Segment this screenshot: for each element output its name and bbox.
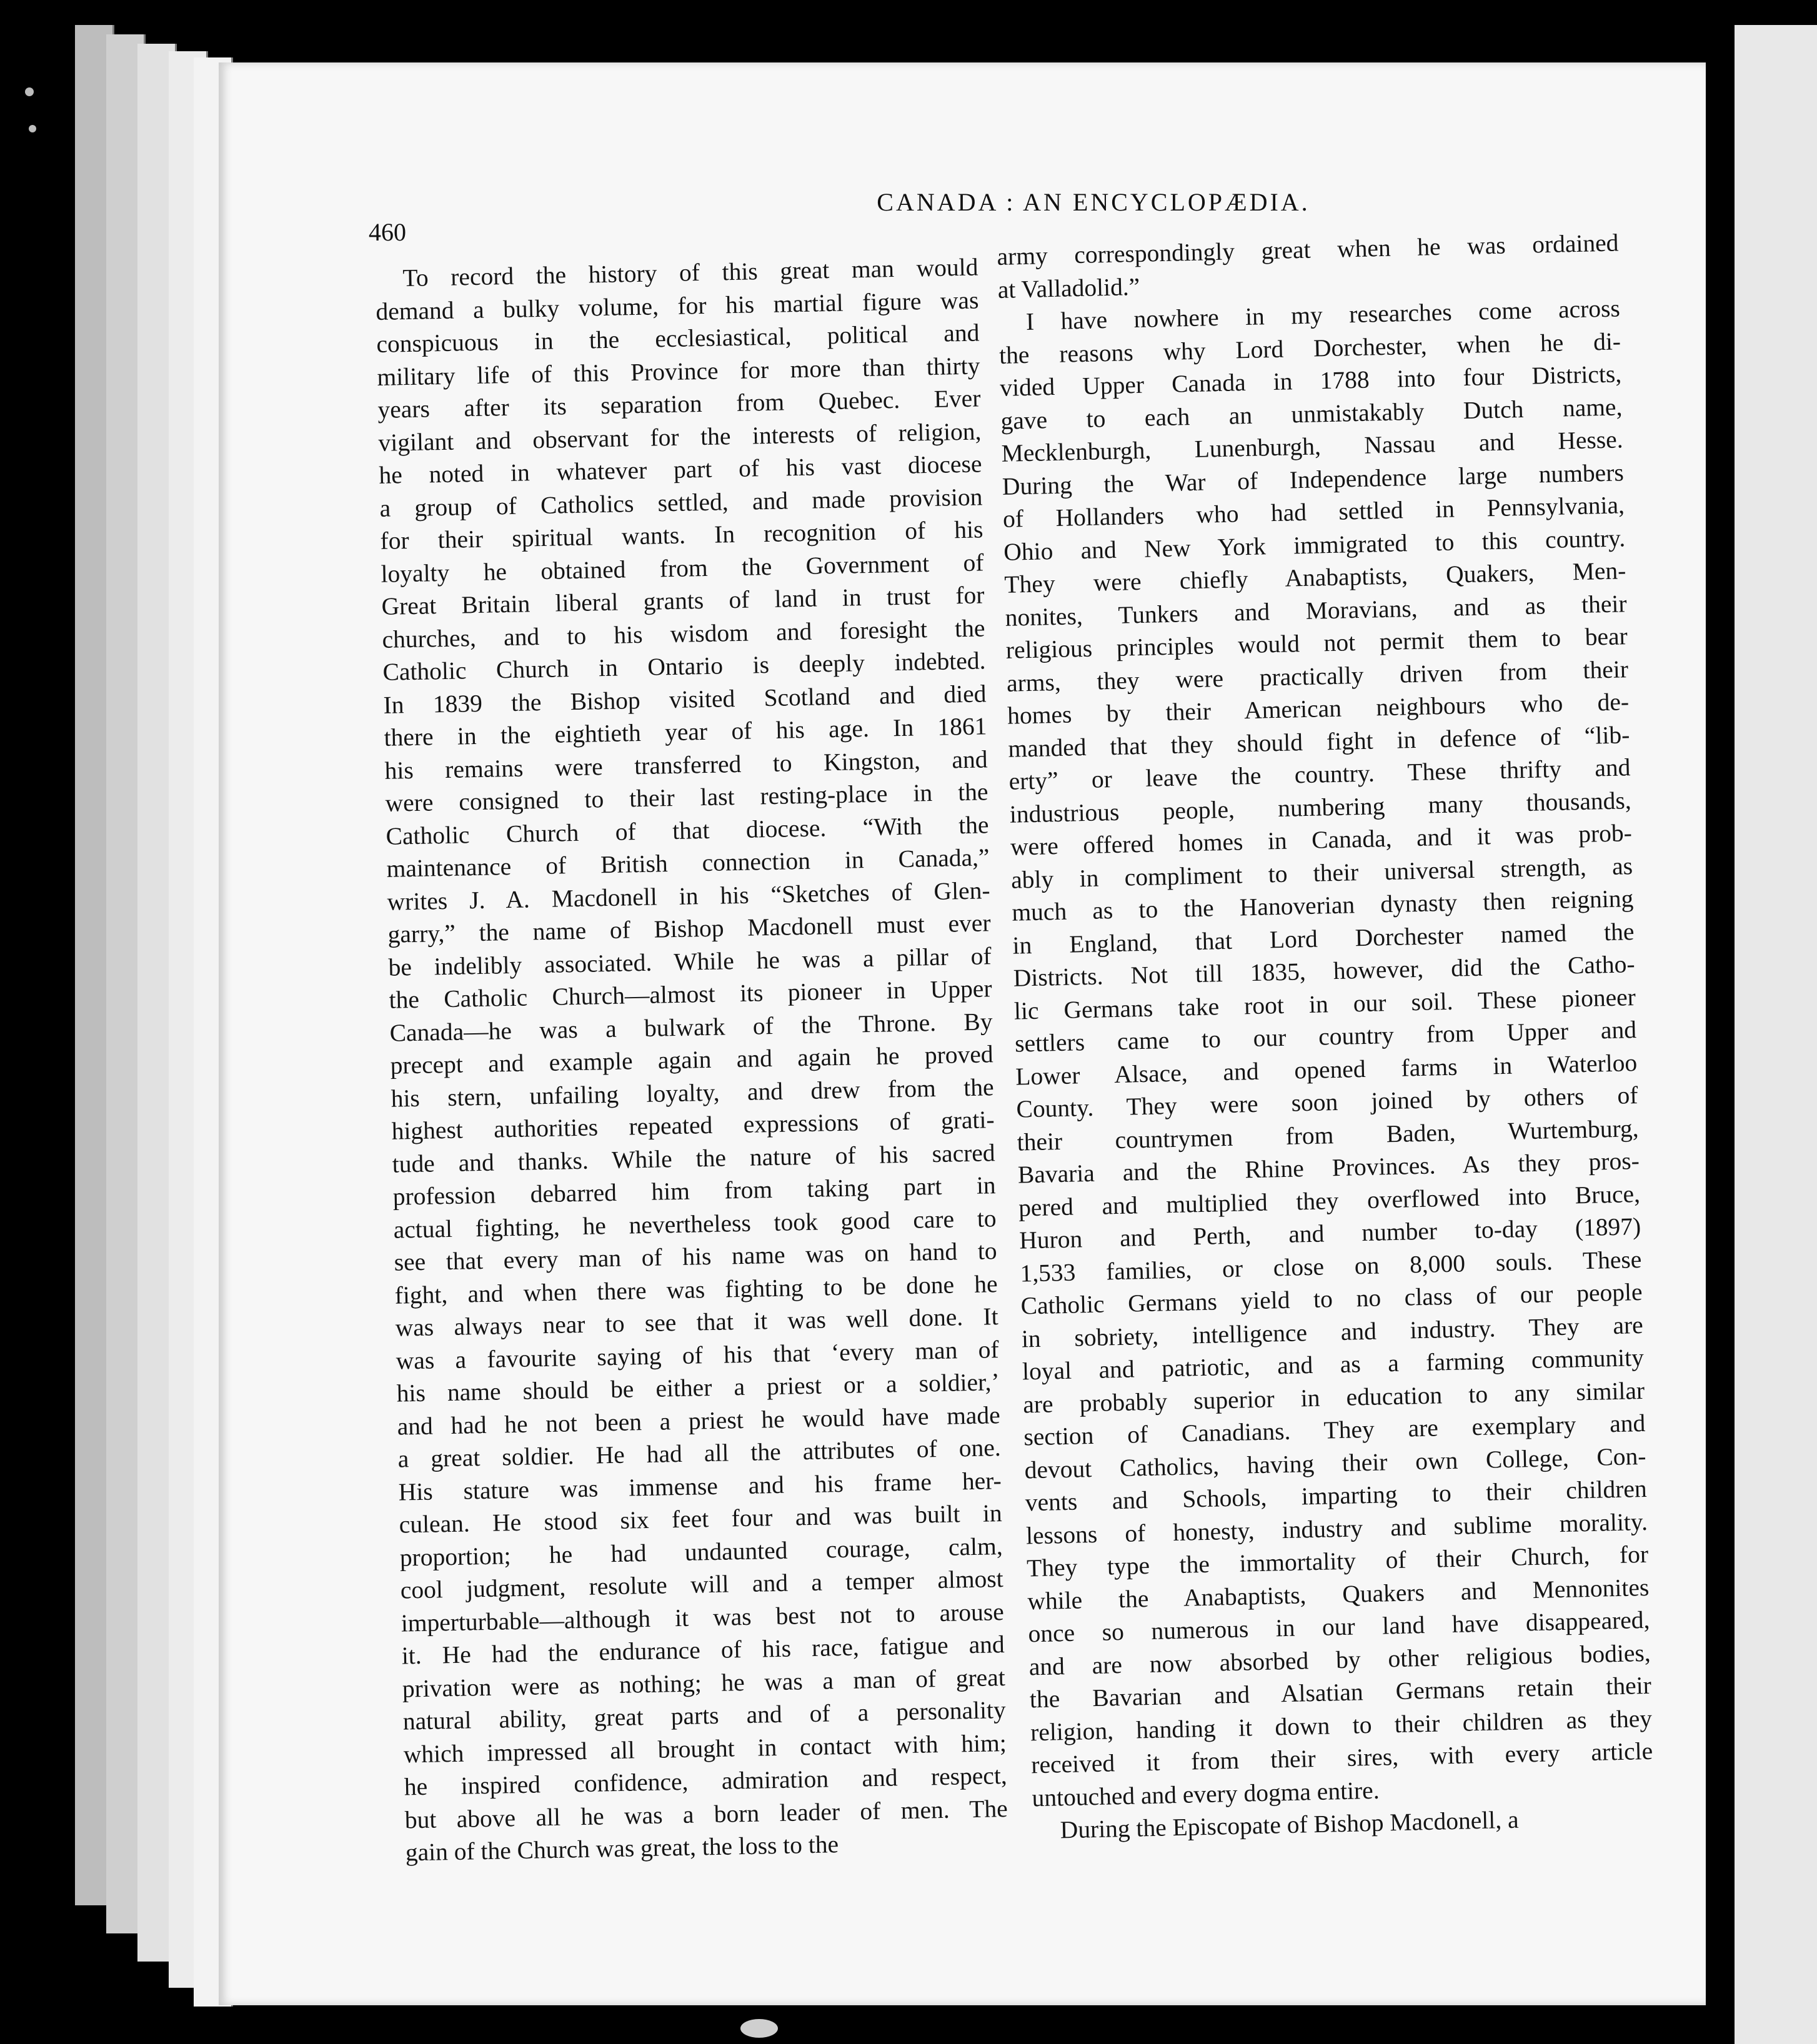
text-line: privation were as nothing; he was a man of great [402,1663,1006,1703]
text-line: were offered homes in Canada, and it was prob- [1010,819,1633,861]
text-line: a group of Catholics settled, and made provision [379,482,983,522]
text-line: once so numerous in our land have disappeared, [1028,1605,1650,1648]
text-line: but above all he was a born leader of men. The [404,1794,1008,1834]
text-line: precept and example again and again he proved [390,1040,993,1079]
text-line: demand a bulky volume, for his martial figure was [376,285,979,325]
text-line: vents and Schools, imparting to their children [1025,1474,1648,1517]
text-line: be indelibly associated. While he was a pillar of [388,941,992,981]
scan-mark [740,2019,778,2038]
text-line: the Catholic Church—almost its pioneer in Upper [389,975,992,1014]
left-column [375,251,1008,1869]
text-line: imperturbable—although it was best not to arouse [401,1597,1005,1637]
text-line: the Bavarian and Alsatian Germans retain their [1029,1671,1652,1714]
text-line: it. He had the endurance of his race, fatigue and [401,1630,1005,1670]
text-line: writes J. A. Macdonell in his “Sketches of Glen- [387,876,990,916]
text-line: maintenance of British connection in Canada,” [386,843,990,883]
text-line: loyalty he obtained from the Government of [381,548,984,588]
text-line: Ohio and New York immigrated to this country. [1003,523,1626,566]
text-line: was a favourite saying of his that ‘every man of [396,1335,1000,1375]
page-number: 460 [369,218,406,246]
text-line: fight, and when there was fighting to be done he [394,1269,998,1309]
text-line: his remains were transferred to Kingston, and [384,745,988,785]
text-line: was always near to see that it was well done. It [395,1302,998,1342]
text-line: were consigned to their last resting-place in the [385,778,988,817]
scan-speck [29,125,36,132]
text-line: lic Germans take root in our soil. These pioneer [1013,983,1636,1025]
scan-speck [25,87,34,96]
text-line: in sobriety, intelligence and industry. They are [1021,1311,1644,1353]
text-line: industrious people, numbering many thousands, [1009,786,1632,828]
text-line: settlers came to our country from Upper and [1014,1016,1637,1058]
text-line: I have nowhere in my researches come across [1025,294,1621,335]
text-line: religious principles would not permit them to bear [1005,622,1628,664]
text-line: Great Britain liberal grants of land in trust for [381,581,985,620]
text-line: garry,” the name of Bishop Macdonell must ever [387,909,991,948]
text-line: highest authorities repeated expressions of grati- [391,1106,995,1145]
text-line: army correspondingly great when he was ordained [997,229,1619,270]
text-line: Catholic Germans yield to no class of our people [1020,1278,1643,1320]
text-line: Districts. Not till 1835, however, did the Catho- [1013,950,1636,992]
text-line: received it from their sires, with every article [1030,1737,1653,1779]
text-line: pered and multiplied they overflowed into Bruce, [1018,1179,1641,1222]
text-line: gave to each an unmistakably Dutch name, [1000,392,1623,435]
text-line: Catholic Church in Ontario is deeply indebted. [382,647,986,686]
text-line: They type the immortality of their Church, for [1026,1540,1649,1582]
text-line: the reasons why Lord Dorchester, when he di- [998,327,1621,369]
text-line: manded that they should fight in defence of “lib- [1007,720,1630,763]
text-line: Mecklenburgh, Lunenburgh, Nassau and Hesse. [1001,425,1623,467]
text-line: his stern, unfailing loyalty, and drew from the [391,1073,994,1113]
text-line: tude and thanks. While the nature of his sacred [392,1138,995,1178]
text-line: much as to the Hanoverian dynasty then reigning [1011,885,1634,926]
text-line: Bavaria and the Rhine Provinces. As they pros- [1017,1147,1640,1189]
text-line: cool judgment, resolute will and a temper almost [400,1565,1004,1604]
text-line: proportion; he had undaunted courage, calm, [399,1532,1003,1572]
text-line: of Hollanders who had settled in Pennsylvania, [1002,491,1625,533]
text-line: Huron and Perth, and number to-day (1897) [1018,1213,1641,1254]
text-line: he inspired confidence, admiration and respect, [404,1762,1008,1801]
running-head: CANADA : AN ENCYCLOPÆDIA. [877,188,1310,216]
book-page [219,62,1706,2005]
text-line: while the Anabaptists, Quakers and Mennonites [1027,1573,1650,1615]
text-line: their countrymen from Baden, Wurtemburg, [1017,1114,1639,1156]
text-line: actual fighting, he nevertheless took good care to [393,1204,997,1244]
text-line: which impressed all brought in contact with him; [403,1729,1007,1769]
text-line: homes by their American neighbours who de- [1007,688,1630,730]
text-line: During the War of Independence large numbers [1002,458,1625,500]
text-line: gain of the Church was great, the loss to the [405,1830,839,1867]
text-line: religion, handing it down to their children as they [1030,1704,1653,1746]
text-line: Catholic Church of that diocese. “With the [386,810,989,850]
text-line: erty” or leave the country. These thrifty and [1008,753,1631,795]
text-line: he noted in whatever part of his vast diocese [379,450,982,489]
text-line: In 1839 the Bishop visited Scotland and died [383,679,987,719]
text-line: there in the eightieth year of his age. In 1861 [384,712,987,752]
text-line: Lower Alsace, and opened farms in Waterloo [1015,1048,1638,1091]
text-line: his name should be either a priest or a soldier,’ [396,1368,1000,1407]
text-line: Canada—he was a bulwark of the Throne. By [389,1007,993,1047]
text-line: natural ability, great parts and of a personality [402,1696,1007,1735]
text-line: churches, and to his wisdom and foresight the [382,613,985,653]
text-line: years after its separation from Quebec. Ever [377,384,981,424]
text-line: arms, they were practically driven from their [1006,655,1629,697]
text-line: military life of this Province for more than thirty [377,351,980,391]
text-line: conspicuous in the ecclesiastical, political and [376,319,980,358]
text-line: His stature was immense and his frame her- [398,1466,1002,1506]
text-line: profession debarred him from taking part in [392,1171,996,1211]
text-line: nonites, Tunkers and Moravians, and as their [1005,589,1627,632]
text-line: are probably superior in education to any similar [1022,1376,1645,1419]
text-line: and had he not been a priest he would have made [397,1401,1001,1441]
text-line: section of Canadians. They are exemplary and [1023,1409,1646,1451]
text-line: untouched and every dogma entire. [1032,1776,1380,1812]
text-line: lessons of honesty, industry and sublime morality. [1025,1507,1648,1549]
right-column [997,226,1655,1847]
text-line: for their spiritual wants. In recognition of his [380,515,983,555]
facing-page-edge [1725,25,1817,2044]
text-line: and are now absorbed by other religious bodies, [1028,1639,1651,1680]
text-line: culean. He stood six feet four and was built in [399,1499,1003,1539]
text-line: in England, that Lord Dorchester named the [1012,917,1635,960]
text-line: 1,533 families, or close on 8,000 souls. These [1020,1245,1642,1287]
text-line: County. They were soon joined by others of [1016,1081,1638,1123]
text-line: see that every man of his name was on hand to [394,1237,997,1276]
text-line: To record the history of this great man would [402,253,978,292]
text-line: vided Upper Canada in 1788 into four Districts, [999,360,1622,402]
text-line: They were chiefly Anabaptists, Quakers, Men- [1004,557,1626,598]
text-line: vigilant and observant for the interests of religion, [378,417,982,457]
text-line: a great soldier. He had all the attributes of one. [397,1434,1002,1473]
text-line: devout Catholics, having their own College, Con- [1024,1442,1646,1484]
text-line: at Valladolid.” [997,272,1140,304]
text-line: During the Episcopate of Bishop Macdonell, a [1060,1805,1519,1844]
text-line: loyal and patriotic, and as a farming community [1022,1343,1645,1386]
text-line: ably in compliment to their universal strength, as [1010,851,1633,894]
